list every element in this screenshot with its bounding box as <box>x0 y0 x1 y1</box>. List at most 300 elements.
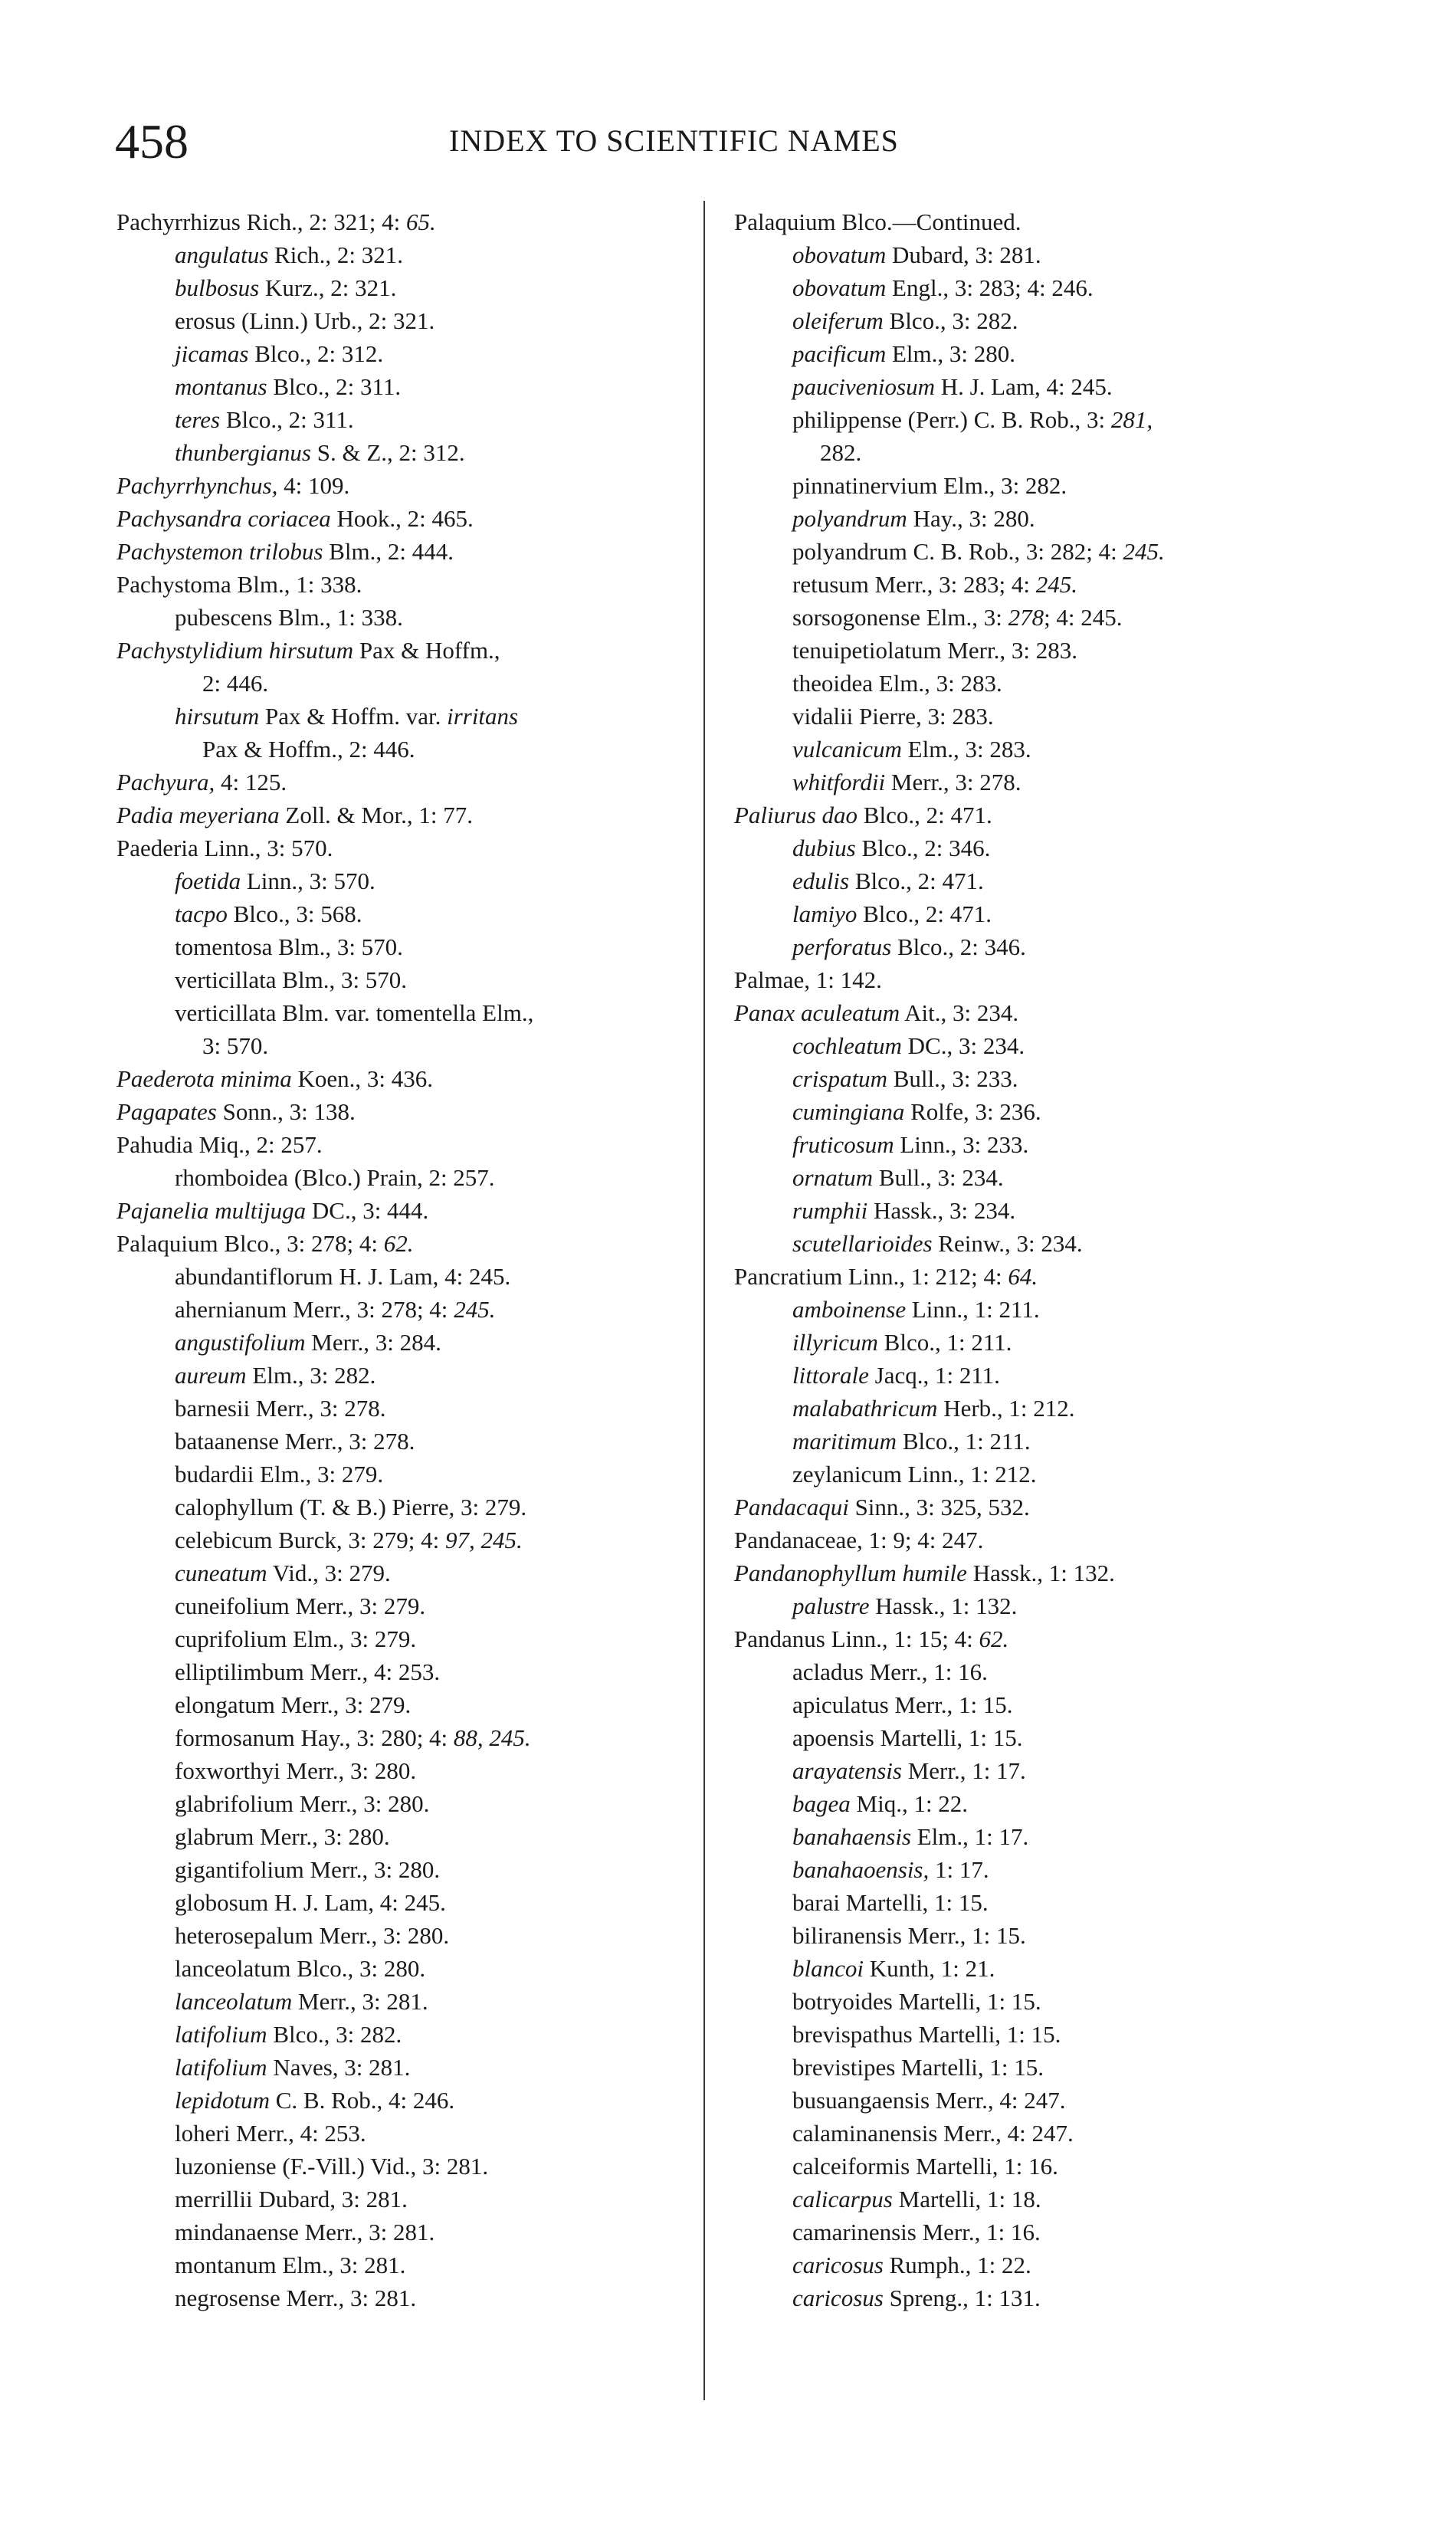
index-entry <box>116 996 684 1029</box>
index-entry-text: glabrifolium Merr., 3: 280. <box>175 1790 430 1817</box>
index-entry-text: aureum <box>175 1362 247 1389</box>
index-entry-text: Pax & Hoffm., 2: 446. <box>202 736 415 763</box>
index-entry <box>116 469 684 502</box>
index-entry <box>734 930 1347 963</box>
index-entry <box>116 1161 684 1194</box>
right-index-column <box>734 205 1347 2314</box>
index-entry <box>734 436 1347 469</box>
index-entry-text: Pandanus Linn., 1: 15; 4: <box>734 1625 979 1652</box>
index-entry-text: Bull., 3: 233. <box>887 1065 1018 1092</box>
index-entry <box>116 700 684 733</box>
index-entry-text: budardii Elm., 3: 279. <box>175 1461 384 1488</box>
index-entry-text: arayatensis <box>792 1757 902 1784</box>
index-entry-text: 245. <box>1035 571 1077 598</box>
index-entry <box>734 667 1347 700</box>
index-entry-text: Pandacaqui <box>734 1494 849 1520</box>
index-entry-text: Pachysandra coriacea <box>116 505 331 532</box>
index-entry <box>734 1326 1347 1359</box>
index-entry-text: Martelli, 1: 18. <box>892 2186 1041 2212</box>
index-entry-text: calophyllum (T. & B.) Pierre, 3: 279. <box>175 1494 527 1520</box>
index-entry-text: Blco., 2: 471. <box>849 868 984 894</box>
index-entry <box>116 535 684 568</box>
index-entry <box>734 864 1347 897</box>
index-entry <box>116 601 684 634</box>
index-entry-text: Blco., 1: 211. <box>897 1428 1031 1455</box>
index-entry-text: celebicum Burck, 3: 279; 4: <box>175 1527 445 1553</box>
index-entry-text: teres <box>175 406 221 433</box>
index-entry <box>116 2051 684 2084</box>
index-entry-text: heterosepalum Merr., 3: 280. <box>175 1922 450 1949</box>
index-entry-text: 278 <box>1008 604 1044 631</box>
index-entry-text: 88, 245. <box>453 1724 531 1751</box>
index-entry-text: lanceolatum Blco., 3: 280. <box>175 1955 426 1982</box>
index-entry-text: scutellarioides <box>792 1230 933 1257</box>
index-entry-text: rhomboidea (Blco.) Prain, 2: 257. <box>175 1164 495 1191</box>
index-entry <box>116 1721 684 1754</box>
index-entry <box>116 2084 684 2117</box>
index-entry-text: maritimum <box>792 1428 897 1455</box>
index-entry-text: polyandrum <box>792 505 907 532</box>
index-entry-text: lepidotum <box>175 2087 270 2114</box>
index-entry <box>734 1622 1347 1655</box>
index-entry <box>734 963 1347 996</box>
index-entry-text: Kurz., 2: 321. <box>259 274 397 301</box>
index-entry-text: Pachystemon trilobus <box>116 538 323 565</box>
index-entry <box>734 1458 1347 1491</box>
index-entry <box>734 634 1347 667</box>
index-entry-text: jicamas <box>175 340 249 367</box>
index-entry-text: camarinensis Merr., 1: 16. <box>792 2219 1041 2245</box>
index-entry-text: 4: 125. <box>215 769 287 795</box>
index-entry-text: ahernianum Merr., 3: 278; 4: <box>175 1296 454 1323</box>
index-entry <box>734 1787 1347 1820</box>
index-entry <box>116 930 684 963</box>
index-entry-text: Blco., 2: 346. <box>855 835 991 861</box>
index-entry <box>116 2117 684 2150</box>
index-entry-text: Ait., 3: 234. <box>900 999 1019 1026</box>
index-entry-text: Hassk., 1: 132. <box>869 1593 1018 1619</box>
index-entry <box>734 1721 1347 1754</box>
index-entry-text: Pax & Hoffm., <box>353 637 500 664</box>
index-entry <box>734 2084 1347 2117</box>
index-entry-text: Palmae, 1: 142. <box>734 966 882 993</box>
index-entry-text: S. & Z., 2: 312. <box>310 439 465 466</box>
index-entry-text: Herb., 1: 212. <box>937 1395 1075 1422</box>
index-entry-text: Elm., 1: 17. <box>911 1823 1029 1850</box>
index-entry-text: Miq., 1: 22. <box>850 1790 969 1817</box>
index-entry-text: Blco., 2: 471. <box>857 900 992 927</box>
index-entry-text: busuangaensis Merr., 4: 247. <box>792 2087 1066 2114</box>
index-entry-text: retusum Merr., 3: 283; 4: <box>792 571 1036 598</box>
index-entry-text: Pagapates <box>116 1098 217 1125</box>
index-entry <box>116 403 684 436</box>
index-entry <box>116 1820 684 1853</box>
index-entry-text: amboinense <box>792 1296 907 1323</box>
index-entry <box>734 601 1347 634</box>
index-entry-text: C. B. Rob., 4: 246. <box>270 2087 455 2114</box>
index-entry-text: Pancratium Linn., 1: 212; 4: <box>734 1263 1008 1290</box>
index-entry <box>734 1029 1347 1062</box>
index-entry-text: ; 4: 245. <box>1044 604 1123 631</box>
index-entry-text: pubescens Blm., 1: 338. <box>175 604 403 631</box>
index-entry <box>734 535 1347 568</box>
index-entry <box>116 2249 684 2281</box>
index-entry-text: caricosus <box>792 2252 884 2278</box>
index-entry <box>116 238 684 271</box>
index-entry <box>734 1524 1347 1556</box>
index-entry-text: malabathricum <box>792 1395 938 1422</box>
index-entry-text: fruticosum <box>792 1131 894 1158</box>
index-entry-text: vidalii Pierre, 3: 283. <box>792 703 994 730</box>
index-entry-text: Bull., 3: 234. <box>873 1164 1004 1191</box>
index-entry <box>116 2281 684 2314</box>
index-entry-text: Hook., 2: 465. <box>330 505 474 532</box>
index-entry-text: verticillata Blm. var. tomentella Elm., <box>175 999 534 1026</box>
index-entry <box>116 1688 684 1721</box>
index-entry-text: Koen., 3: 436. <box>291 1065 433 1092</box>
index-entry <box>116 1128 684 1161</box>
index-entry <box>116 337 684 370</box>
index-entry-text: Padia meyeriana <box>116 802 280 828</box>
index-entry-text: Dubard, 3: 281. <box>886 241 1041 268</box>
index-entry <box>116 1556 684 1589</box>
index-entry-text: illyricum <box>792 1329 878 1356</box>
index-entry <box>116 2018 684 2051</box>
index-entry-text: Blco., 3: 282. <box>267 2021 402 2048</box>
index-entry <box>734 2150 1347 2183</box>
index-entry <box>116 897 684 930</box>
index-entry <box>734 1688 1347 1721</box>
index-entry-text: 245. <box>1123 538 1165 565</box>
index-entry-text: Naves, 3: 281. <box>267 2054 411 2081</box>
index-entry-text: Pandanaceae, 1: 9; 4: 247. <box>734 1527 984 1553</box>
index-entry <box>116 1392 684 1425</box>
index-entry-text: 282. <box>820 439 862 466</box>
index-entry-text: Merr., 3: 278. <box>885 769 1021 795</box>
index-entry <box>116 1293 684 1326</box>
index-entry <box>116 1029 684 1062</box>
index-entry <box>116 1589 684 1622</box>
index-entry <box>734 238 1347 271</box>
index-entry <box>116 304 684 337</box>
index-entry-text: ornatum <box>792 1164 874 1191</box>
index-entry-text: globosum H. J. Lam, 4: 245. <box>175 1889 446 1916</box>
index-entry-text: 3: 570. <box>202 1032 269 1059</box>
index-entry-text: Rumph., 1: 22. <box>883 2252 1031 2278</box>
index-entry <box>116 799 684 832</box>
index-entry-text: Paliurus dao <box>734 802 858 828</box>
index-entry-text: banahaoensis, <box>792 1856 930 1883</box>
index-entry-text: latifolium <box>175 2021 267 2048</box>
index-entry <box>116 766 684 799</box>
index-entry-text: gigantifolium Merr., 3: 280. <box>175 1856 441 1883</box>
index-entry-text: Pachyrrhizus Rich., 2: 321; 4: <box>116 208 406 235</box>
index-entry <box>734 2018 1347 2051</box>
index-entry <box>734 1194 1347 1227</box>
index-entry-text: Linn., 3: 570. <box>241 868 375 894</box>
index-entry-text: banahaensis <box>792 1823 911 1850</box>
index-entry <box>734 205 1347 238</box>
index-entry-text: edulis <box>792 868 850 894</box>
index-entry <box>734 1392 1347 1425</box>
index-entry <box>116 502 684 535</box>
index-entry <box>116 1260 684 1293</box>
index-entry-text: cuneifolium Merr., 3: 279. <box>175 1593 426 1619</box>
index-entry <box>734 370 1347 403</box>
index-entry <box>116 2183 684 2216</box>
index-entry-text: apiculatus Merr., 1: 15. <box>792 1691 1013 1718</box>
index-entry <box>734 897 1347 930</box>
index-entry <box>116 832 684 864</box>
index-entry-text: Palaquium Blco., 3: 278; 4: <box>116 1230 384 1257</box>
index-entry <box>734 1359 1347 1392</box>
index-entry <box>734 1227 1347 1260</box>
index-entry-text: abundantiflorum H. J. Lam, 4: 245. <box>175 1263 511 1290</box>
index-entry-text: pauciveniosum <box>792 373 935 400</box>
index-entry-text: Merr., 3: 281. <box>292 1988 428 2015</box>
index-entry <box>116 1919 684 1952</box>
index-entry-text: Rolfe, 3: 236. <box>904 1098 1041 1125</box>
index-entry <box>116 1425 684 1458</box>
index-entry-text: Pachystoma Blm., 1: 338. <box>116 571 362 598</box>
index-entry-text: calaminanensis Merr., 4: 247. <box>792 2120 1074 2147</box>
index-entry-text: 65. <box>405 208 436 235</box>
index-entry-text: cochleatum <box>792 1032 902 1059</box>
index-entry-text: mindanaense Merr., 3: 281. <box>175 2219 435 2245</box>
index-entry-text: Paederia Linn., 3: 570. <box>116 835 333 861</box>
index-entry-text: Hassk., 3: 234. <box>867 1197 1016 1224</box>
index-entry-text: Paederota minima <box>116 1065 292 1092</box>
index-entry-text: calicarpus <box>792 2186 893 2212</box>
index-entry-text: elliptilimbum Merr., 4: 253. <box>175 1658 441 1685</box>
index-entry-text: Hay., 3: 280. <box>907 505 1035 532</box>
index-entry-text: brevispathus Martelli, 1: 15. <box>792 2021 1061 2048</box>
index-entry-text: botryoides Martelli, 1: 15. <box>792 1988 1041 2015</box>
index-entry-text: theoidea Elm., 3: 283. <box>792 670 1002 697</box>
index-entry <box>734 1853 1347 1886</box>
index-entry-text: tomentosa Blm., 3: 570. <box>175 933 403 960</box>
index-entry <box>734 2216 1347 2249</box>
running-head: INDEX TO SCIENTIFIC NAMES <box>449 123 899 158</box>
index-entry-text: tacpo <box>175 900 228 927</box>
index-entry-text: 2: 446. <box>202 670 269 697</box>
index-entry-text: Blco., 3: 282. <box>883 307 1018 334</box>
index-entry-text: 62. <box>979 1625 1009 1652</box>
index-entry-text: Pax & Hoffm. var. <box>259 703 448 730</box>
index-entry-text: loheri Merr., 4: 253. <box>175 2120 366 2147</box>
index-entry-text: Blco., 3: 568. <box>227 900 362 927</box>
index-entry <box>734 568 1347 601</box>
index-entry <box>734 1161 1347 1194</box>
index-entry-text: oleiferum <box>792 307 884 334</box>
index-entry <box>116 271 684 304</box>
index-entry-text: crispatum <box>792 1065 887 1092</box>
index-entry-text: Rich., 2: 321. <box>268 241 403 268</box>
index-entry-text: bagea <box>792 1790 851 1817</box>
index-entry <box>734 1425 1347 1458</box>
index-entry-text: 4: 109. <box>277 472 350 499</box>
index-entry-text: 245. <box>454 1296 496 1323</box>
index-entry <box>734 1985 1347 2018</box>
index-entry-text: DC., 3: 234. <box>901 1032 1025 1059</box>
index-entry-text: Blco., 2: 311. <box>220 406 354 433</box>
index-entry <box>734 2183 1347 2216</box>
index-entry-text: biliranensis Merr., 1: 15. <box>792 1922 1026 1949</box>
index-entry-text: formosanum Hay., 3: 280; 4: <box>175 1724 454 1751</box>
index-entry-text: Blm., 2: 444. <box>323 538 454 565</box>
index-entry <box>734 1095 1347 1128</box>
index-entry-text: tenuipetiolatum Merr., 3: 283. <box>792 637 1077 664</box>
index-entry-text: bataanense Merr., 3: 278. <box>175 1428 415 1455</box>
index-entry <box>116 2150 684 2183</box>
index-entry <box>734 2249 1347 2281</box>
index-entry-text: 62. <box>383 1230 414 1257</box>
index-entry <box>734 1919 1347 1952</box>
index-entry <box>734 1655 1347 1688</box>
index-entry-text: Engl., 3: 283; 4: 246. <box>886 274 1094 301</box>
index-entry-text: foxworthyi Merr., 3: 280. <box>175 1757 417 1784</box>
index-entry-text: H. J. Lam, 4: 245. <box>934 373 1113 400</box>
index-entry <box>734 1062 1347 1095</box>
index-entry-text: 97, 245. <box>444 1527 523 1553</box>
index-entry-text: philippense (Perr.) C. B. Rob., 3: <box>792 406 1111 433</box>
index-entry <box>734 403 1347 436</box>
index-entry-text: merrillii Dubard, 3: 281. <box>175 2186 408 2212</box>
index-entry <box>116 1754 684 1787</box>
index-entry <box>734 337 1347 370</box>
index-entry-text: Merr., 1: 17. <box>901 1757 1026 1784</box>
index-entry-text: perforatus <box>792 933 892 960</box>
index-entry-text: Pachyrrhynchus, <box>116 472 278 499</box>
index-entry <box>116 1227 684 1260</box>
index-entry <box>116 1359 684 1392</box>
index-entry <box>734 1491 1347 1524</box>
index-entry-text: pacificum <box>792 340 887 367</box>
index-entry <box>734 1128 1347 1161</box>
index-entry-text: littorale <box>792 1362 869 1389</box>
index-entry <box>116 1062 684 1095</box>
index-entry <box>734 1260 1347 1293</box>
left-index-column <box>116 205 684 2314</box>
index-entry-text: cuneatum <box>175 1560 267 1586</box>
index-entry-text: Pajanelia multijuga <box>116 1197 307 1224</box>
index-entry-text: Hassk., 1: 132. <box>966 1560 1115 1586</box>
index-entry <box>116 1853 684 1886</box>
index-entry-text: obovatum <box>792 241 887 268</box>
index-entry-text: dubius <box>792 835 856 861</box>
index-entry-text: Merr., 3: 284. <box>305 1329 441 1356</box>
index-entry <box>116 1326 684 1359</box>
index-entry-text: lanceolatum <box>175 1988 293 2015</box>
index-entry-text: 1: 17. <box>929 1856 989 1883</box>
index-entry <box>116 1491 684 1524</box>
index-entry-text: zeylanicum Linn., 1: 212. <box>792 1461 1037 1488</box>
index-entry <box>116 1787 684 1820</box>
index-entry <box>116 436 684 469</box>
index-entry <box>116 864 684 897</box>
index-entry-text: cuprifolium Elm., 3: 279. <box>175 1625 417 1652</box>
index-entry-text: Palaquium Blco.—Continued. <box>734 208 1021 235</box>
index-entry-text: Linn., 3: 233. <box>894 1131 1029 1158</box>
index-entry-text: obovatum <box>792 274 887 301</box>
column-divider <box>703 201 705 2400</box>
index-entry <box>734 1293 1347 1326</box>
index-entry <box>734 733 1347 766</box>
index-entry-text: acladus Merr., 1: 16. <box>792 1658 988 1685</box>
index-entry <box>734 1589 1347 1622</box>
index-entry-text: Pahudia Miq., 2: 257. <box>116 1131 323 1158</box>
index-entry <box>734 469 1347 502</box>
index-entry-text: Blco., 1: 211. <box>877 1329 1012 1356</box>
index-entry-text: Blco., 2: 312. <box>248 340 384 367</box>
index-entry <box>734 766 1347 799</box>
index-entry-text: vulcanicum <box>792 736 902 763</box>
index-entry <box>734 1952 1347 1985</box>
index-entry <box>734 304 1347 337</box>
index-entry-text: lamiyo <box>792 900 858 927</box>
index-entry-text: Elm., 3: 280. <box>886 340 1016 367</box>
index-entry-text: 281, <box>1110 406 1153 433</box>
index-entry <box>116 1194 684 1227</box>
index-entry <box>734 832 1347 864</box>
index-entry-text: Blco., 2: 471. <box>858 802 992 828</box>
index-entry <box>116 370 684 403</box>
index-entry-text: verticillata Blm., 3: 570. <box>175 966 408 993</box>
index-entry-text: whitfordii <box>792 769 886 795</box>
index-entry <box>116 1985 684 2018</box>
index-entry-text: Kunth, 1: 21. <box>864 1955 995 1982</box>
index-entry-text: palustre <box>792 1593 870 1619</box>
index-entry-text: brevistipes Martelli, 1: 15. <box>792 2054 1044 2081</box>
index-entry-text: irritans <box>447 703 519 730</box>
index-entry-text: Pachystylidium hirsutum <box>116 637 354 664</box>
index-entry-text: negrosense Merr., 3: 281. <box>175 2285 417 2311</box>
index-entry-text: Pandanophyllum humile <box>734 1560 967 1586</box>
index-entry <box>734 1820 1347 1853</box>
index-entry <box>734 2281 1347 2314</box>
index-entry-text: latifolium <box>175 2054 267 2081</box>
index-entry-text: Linn., 1: 211. <box>906 1296 1040 1323</box>
index-entry-text: barnesii Merr., 3: 278. <box>175 1395 386 1422</box>
index-entry-text: Pachyura, <box>116 769 215 795</box>
page-number: 458 <box>115 114 189 169</box>
index-entry <box>116 2216 684 2249</box>
index-entry-text: blancoi <box>792 1955 864 1982</box>
index-entry-text: Jacq., 1: 211. <box>868 1362 1000 1389</box>
index-entry-text: Reinw., 3: 234. <box>932 1230 1083 1257</box>
index-entry-text: Panax aculeatum <box>734 999 900 1026</box>
index-entry-text: apoensis Martelli, 1: 15. <box>792 1724 1023 1751</box>
index-entry-text: DC., 3: 444. <box>306 1197 429 1224</box>
index-entry <box>734 700 1347 733</box>
index-entry-text: cumingiana <box>792 1098 905 1125</box>
index-entry <box>116 667 684 700</box>
index-entry <box>734 1754 1347 1787</box>
index-entry <box>116 733 684 766</box>
index-entry <box>116 1655 684 1688</box>
index-entry <box>116 963 684 996</box>
index-entry-text: Sonn., 3: 138. <box>216 1098 356 1125</box>
index-entry-text: Sinn., 3: 325, 532. <box>848 1494 1030 1520</box>
index-entry <box>734 1556 1347 1589</box>
index-entry-text: Vid., 3: 279. <box>267 1560 391 1586</box>
index-entry-text: Elm., 3: 282. <box>246 1362 376 1389</box>
index-entry <box>734 271 1347 304</box>
index-entry-text: caricosus <box>792 2285 884 2311</box>
index-entry-text: polyandrum C. B. Rob., 3: 282; 4: <box>792 538 1123 565</box>
index-entry <box>116 1458 684 1491</box>
index-entry-text: barai Martelli, 1: 15. <box>792 1889 989 1916</box>
